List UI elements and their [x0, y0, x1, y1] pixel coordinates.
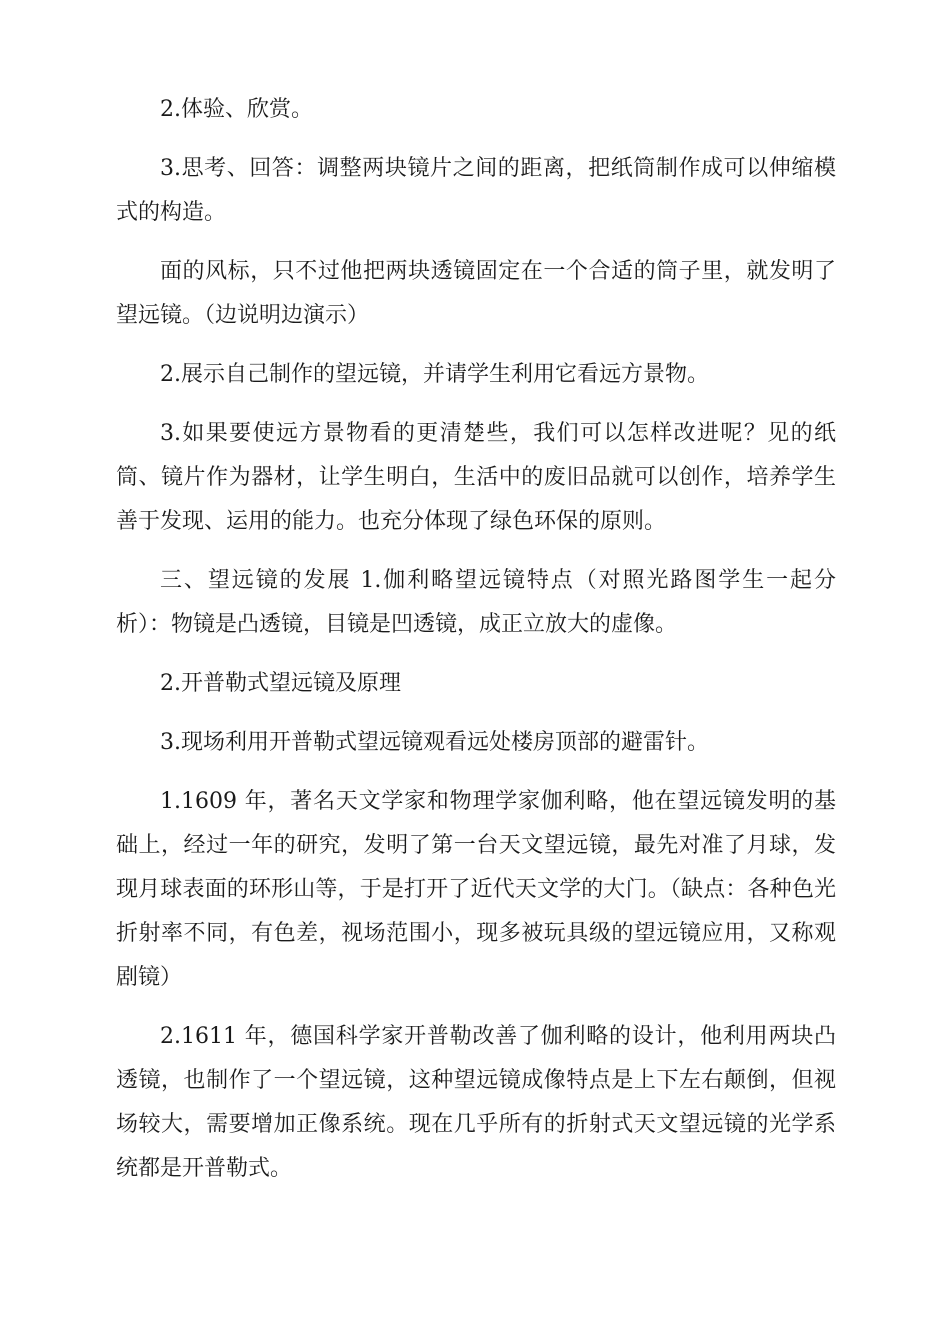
paragraph-show-telescope: 2.展示自己制作的望远镜，并请学生利用它看远方景物。 — [160, 362, 709, 387]
paragraph-galileo-features: 三、望远镜的发展 1.伽利略望远镜特点（对照光路图学生一起分析）：物镜是凸透镜，目镜是凹透镜，成正立放大的虚像。 — [116, 568, 836, 637]
paragraph-kepler-principle: 2.开普勒式望远镜及原理 — [160, 671, 401, 696]
paragraph-1611: 2.1611 年，德国科学家开普勒改善了伽利略的设计，他利用两块凸透镜，也制作了一个望远镜，这种望远镜成像特点是上下左右颠倒，但视场较大，需要增加正像系统。现在几乎所有的折射式天文望远镜的光学系统都是开普勒式。 — [116, 1024, 836, 1181]
paragraph-think-answer: 3.思考、回答：调整两块镜片之间的距离，把纸筒制作成可以伸缩模式的构造。 — [116, 156, 836, 225]
paragraph-experience: 2.体验、欣赏。 — [160, 97, 313, 122]
paragraph-invention: 面的风标，只不过他把两块透镜固定在一个合适的筒子里，就发明了望远镜。（边说明边演示） — [116, 259, 836, 328]
document-body — [116, 88, 836, 1206]
paragraph-1609: 1.1609 年，著名天文学家和物理学家伽利略，他在望远镜发明的基础上，经过一年的研究，发明了第一台天文望远镜，最先对准了月球，发现月球表面的环形山等，于是打开了近代天文学的大门。（缺点：各种色光折射率不同，有色差，视场范围小，现多被玩具级的望远镜应用，又称观剧镜） — [116, 789, 836, 990]
paragraph-improve: 3.如果要使远方景物看的更清楚些，我们可以怎样改进呢？见的纸筒、镜片作为器材，让学生明白，生活中的废旧品就可以创作，培养学生善于发现、运用的能力。也充分体现了绿色环保的原则。 — [116, 421, 836, 534]
paragraph-observe: 3.现场利用开普勒式望远镜观看远处楼房顶部的避雷针。 — [160, 730, 709, 755]
